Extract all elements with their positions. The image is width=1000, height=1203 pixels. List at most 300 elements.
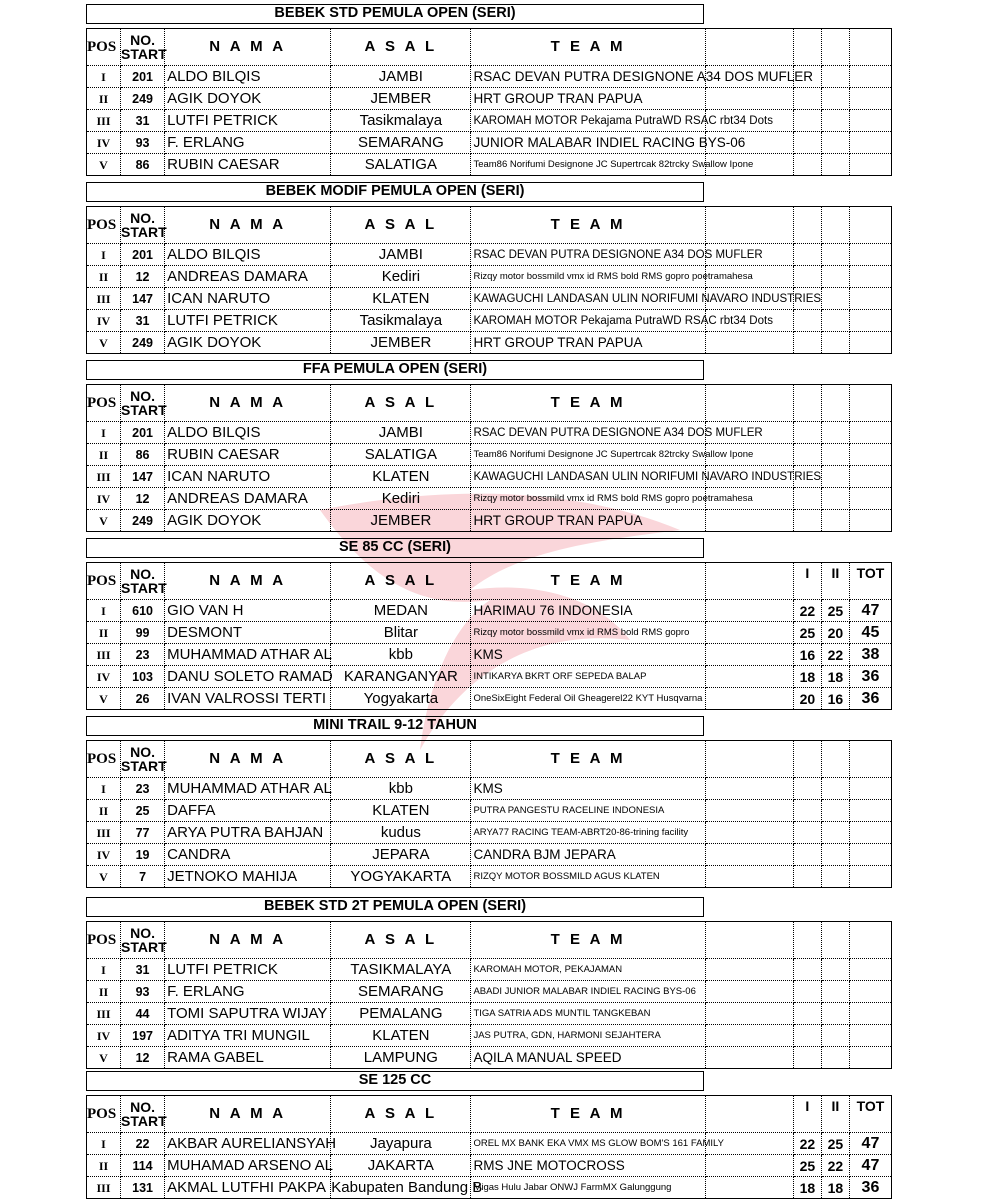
table-row — [87, 866, 892, 888]
row-name: DAFFA — [165, 800, 331, 822]
row-total — [849, 154, 891, 176]
row-name: RUBIN CAESAR — [165, 444, 331, 466]
header-asal: A S A L — [331, 29, 471, 66]
header-asal: A S A L — [331, 741, 471, 778]
row-blank — [705, 1155, 793, 1177]
row-asal: SALATIGA — [331, 154, 471, 176]
row-no-start: 86 — [121, 154, 165, 176]
header-no-line1: NO. — [130, 210, 155, 226]
row-no-start: 201 — [121, 422, 165, 444]
row-no-start: 249 — [121, 332, 165, 354]
row-name: GIO VAN H — [165, 600, 331, 622]
row-team: HRT GROUP TRAN PAPUA — [471, 332, 705, 354]
section-title: BEBEK MODIF PEMULA OPEN (SERI) — [86, 182, 704, 202]
header-no-line2: START — [121, 939, 167, 955]
row-pos: II — [87, 1155, 121, 1177]
row-pos: V — [87, 332, 121, 354]
header-pos: POS — [87, 385, 121, 422]
header-score-1 — [793, 741, 821, 778]
row-name: AGIK DOYOK — [165, 88, 331, 110]
header-blank — [705, 29, 793, 66]
row-score-2 — [821, 1025, 849, 1047]
row-asal: LAMPUNG — [331, 1047, 471, 1069]
table-row — [87, 88, 892, 110]
results-table — [86, 206, 892, 354]
row-no-start: 7 — [121, 866, 165, 888]
header-nama: N A M A — [165, 385, 331, 422]
row-score-1 — [793, 332, 821, 354]
header-no-line2: START — [121, 758, 167, 774]
header-nama: N A M A — [165, 563, 331, 600]
row-asal: Blitar — [331, 622, 471, 644]
header-score-1 — [793, 385, 821, 422]
row-team: JUNIOR MALABAR INDIEL RACING BYS-06 — [471, 132, 705, 154]
table-row — [87, 688, 892, 710]
header-score-2: II — [821, 563, 849, 600]
row-score-2: 18 — [821, 1177, 849, 1199]
header-score-1: I — [793, 1096, 821, 1133]
row-blank — [705, 800, 793, 822]
header-total — [849, 207, 891, 244]
row-total — [849, 1003, 891, 1025]
row-pos: I — [87, 1133, 121, 1155]
row-score-2 — [821, 959, 849, 981]
row-total: 45 — [849, 622, 891, 644]
row-total — [849, 488, 891, 510]
table-row — [87, 1025, 892, 1047]
header-score-2: II — [821, 1096, 849, 1133]
row-total — [849, 1047, 891, 1069]
row-total — [849, 422, 891, 444]
row-total — [849, 266, 891, 288]
header-nama: N A M A — [165, 922, 331, 959]
row-name: TOMI SAPUTRA WIJAY — [165, 1003, 331, 1025]
header-asal: A S A L — [331, 922, 471, 959]
row-blank — [705, 981, 793, 1003]
row-pos: V — [87, 154, 121, 176]
row-total — [849, 244, 891, 266]
header-team: T E A M — [471, 741, 705, 778]
table-row — [87, 844, 892, 866]
row-team: KAROMAH MOTOR, PEKAJAMAN — [471, 959, 705, 981]
row-name: ARYA PUTRA BAHJAN — [165, 822, 331, 844]
header-total — [849, 922, 891, 959]
row-asal: KLATEN — [331, 1025, 471, 1047]
results-table — [86, 28, 892, 176]
row-score-1: 25 — [793, 1155, 821, 1177]
header-score-2 — [821, 385, 849, 422]
results-table — [86, 562, 892, 710]
row-blank — [705, 88, 793, 110]
header-no-line2: START — [121, 1113, 167, 1129]
table-header-row — [87, 922, 892, 959]
header-blank — [705, 922, 793, 959]
header-no-line2: START — [121, 402, 167, 418]
row-total — [849, 1025, 891, 1047]
header-pos: POS — [87, 29, 121, 66]
row-pos: III — [87, 466, 121, 488]
table-header-row — [87, 29, 892, 66]
header-no-start — [121, 29, 165, 66]
row-score-1: 18 — [793, 666, 821, 688]
row-blank — [705, 644, 793, 666]
row-asal: KLATEN — [331, 466, 471, 488]
header-no-line2: START — [121, 580, 167, 596]
row-pos: II — [87, 88, 121, 110]
table-row — [87, 981, 892, 1003]
row-team: RIZQY MOTOR BOSSMILD AGUS KLATEN — [471, 866, 705, 888]
row-score-2 — [821, 244, 849, 266]
row-score-2 — [821, 510, 849, 532]
row-score-2 — [821, 288, 849, 310]
table-row — [87, 800, 892, 822]
header-score-2 — [821, 29, 849, 66]
row-no-start: 23 — [121, 644, 165, 666]
row-asal: Jayapura — [331, 1133, 471, 1155]
row-blank — [705, 866, 793, 888]
header-pos: POS — [87, 1096, 121, 1133]
row-score-2 — [821, 488, 849, 510]
row-total: 36 — [849, 666, 891, 688]
row-name: F. ERLANG — [165, 981, 331, 1003]
row-score-1 — [793, 266, 821, 288]
table-row — [87, 422, 892, 444]
row-score-2 — [821, 1003, 849, 1025]
header-total — [849, 29, 891, 66]
row-name: LUTFI PETRICK — [165, 310, 331, 332]
row-pos: I — [87, 778, 121, 800]
row-score-1 — [793, 1025, 821, 1047]
row-score-1 — [793, 488, 821, 510]
row-team: KMS — [471, 778, 705, 800]
results-table — [86, 1095, 892, 1199]
row-score-2 — [821, 266, 849, 288]
row-team: RSAC DEVAN PUTRA DESIGNONE A34 DOS MUFLER — [471, 422, 705, 444]
row-total — [849, 110, 891, 132]
row-no-start: 249 — [121, 510, 165, 532]
section-title: BEBEK STD PEMULA OPEN (SERI) — [86, 4, 704, 24]
row-team: Rizqy motor bossmild vmx id RMS bold RMS gopro — [471, 622, 705, 644]
row-pos: IV — [87, 666, 121, 688]
row-no-start: 147 — [121, 288, 165, 310]
row-team: KAROMAH MOTOR Pekajama PutraWD RSAC rbt34 Dots — [471, 310, 705, 332]
header-blank — [705, 563, 793, 600]
row-no-start: 44 — [121, 1003, 165, 1025]
header-no-line1: NO. — [130, 388, 155, 404]
row-no-start: 93 — [121, 132, 165, 154]
row-total — [849, 510, 891, 532]
row-pos: I — [87, 66, 121, 88]
table-row — [87, 288, 892, 310]
row-total — [849, 288, 891, 310]
header-team: T E A M — [471, 1096, 705, 1133]
row-no-start: 201 — [121, 244, 165, 266]
row-no-start: 114 — [121, 1155, 165, 1177]
row-score-1 — [793, 88, 821, 110]
row-blank — [705, 778, 793, 800]
header-asal: A S A L — [331, 207, 471, 244]
header-team: T E A M — [471, 29, 705, 66]
row-name: MUHAMAD ARSENO AL — [165, 1155, 331, 1177]
row-asal: kbb — [331, 778, 471, 800]
row-pos: II — [87, 981, 121, 1003]
row-team: ARYA77 RACING TEAM-ABRT20-86-trining facility — [471, 822, 705, 844]
row-total — [849, 800, 891, 822]
row-score-2 — [821, 981, 849, 1003]
row-asal: JAMBI — [331, 244, 471, 266]
row-team: RMS JNE MOTOCROSS — [471, 1155, 705, 1177]
row-score-1 — [793, 510, 821, 532]
header-pos: POS — [87, 563, 121, 600]
header-score-2 — [821, 741, 849, 778]
header-team: T E A M — [471, 922, 705, 959]
row-score-1 — [793, 132, 821, 154]
header-score-1 — [793, 922, 821, 959]
row-no-start: 31 — [121, 310, 165, 332]
row-asal: kudus — [331, 822, 471, 844]
row-score-1: 22 — [793, 1133, 821, 1155]
row-team: KAWAGUCHI LANDASAN ULIN NORIFUMI NAVARO INDUSTRIES — [471, 288, 705, 310]
row-total: 47 — [849, 1133, 891, 1155]
row-score-2 — [821, 466, 849, 488]
row-score-1 — [793, 844, 821, 866]
row-asal: KLATEN — [331, 288, 471, 310]
row-pos: V — [87, 1047, 121, 1069]
row-name: LUTFI PETRICK — [165, 959, 331, 981]
table-row — [87, 1177, 892, 1199]
row-blank — [705, 600, 793, 622]
row-team: HRT GROUP TRAN PAPUA — [471, 510, 705, 532]
row-name: RAMA GABEL — [165, 1047, 331, 1069]
row-total — [849, 132, 891, 154]
row-blank — [705, 822, 793, 844]
row-name: ALDO BILQIS — [165, 244, 331, 266]
row-blank — [705, 688, 793, 710]
row-total: 47 — [849, 600, 891, 622]
row-name: MUHAMMAD ATHAR AL — [165, 644, 331, 666]
row-score-2: 16 — [821, 688, 849, 710]
header-pos: POS — [87, 207, 121, 244]
header-pos: POS — [87, 922, 121, 959]
row-blank — [705, 1025, 793, 1047]
row-no-start: 26 — [121, 688, 165, 710]
row-no-start: 22 — [121, 1133, 165, 1155]
row-score-2 — [821, 66, 849, 88]
row-team: KAROMAH MOTOR Pekajama PutraWD RSAC rbt34 Dots — [471, 110, 705, 132]
row-total: 36 — [849, 1177, 891, 1199]
row-no-start: 31 — [121, 110, 165, 132]
row-no-start: 25 — [121, 800, 165, 822]
row-no-start: 249 — [121, 88, 165, 110]
row-score-2 — [821, 844, 849, 866]
row-score-2 — [821, 332, 849, 354]
row-pos: I — [87, 422, 121, 444]
row-pos: IV — [87, 132, 121, 154]
row-team: RSAC DEVAN PUTRA DESIGNONE A34 DOS MUFLER — [471, 244, 705, 266]
row-score-2 — [821, 866, 849, 888]
row-team: RSAC DEVAN PUTRA DESIGNONE A34 DOS MUFLER — [471, 66, 705, 88]
row-team: Migas Hulu Jabar ONWJ FarmMX Galunggung — [471, 1177, 705, 1199]
table-row — [87, 1155, 892, 1177]
row-score-2 — [821, 778, 849, 800]
row-score-2 — [821, 310, 849, 332]
row-no-start: 610 — [121, 600, 165, 622]
row-name: ALDO BILQIS — [165, 66, 331, 88]
row-asal: KARANGANYAR — [331, 666, 471, 688]
row-total — [849, 866, 891, 888]
row-total — [849, 88, 891, 110]
table-row — [87, 66, 892, 88]
row-score-1 — [793, 778, 821, 800]
row-score-1 — [793, 981, 821, 1003]
header-nama: N A M A — [165, 29, 331, 66]
row-total: 36 — [849, 688, 891, 710]
header-score-2 — [821, 922, 849, 959]
row-pos: IV — [87, 488, 121, 510]
row-total — [849, 844, 891, 866]
header-no-line1: NO. — [130, 1099, 155, 1115]
row-score-2 — [821, 800, 849, 822]
row-asal: SEMARANG — [331, 132, 471, 154]
header-pos: POS — [87, 741, 121, 778]
row-blank — [705, 1047, 793, 1069]
row-score-2: 18 — [821, 666, 849, 688]
row-pos: IV — [87, 1025, 121, 1047]
table-row — [87, 266, 892, 288]
header-team: T E A M — [471, 563, 705, 600]
row-score-1 — [793, 422, 821, 444]
row-team: PUTRA PANGESTU RACELINE INDONESIA — [471, 800, 705, 822]
table-row — [87, 488, 892, 510]
row-team: HARIMAU 76 INDONESIA — [471, 600, 705, 622]
row-name: DESMONT — [165, 622, 331, 644]
header-no-start — [121, 207, 165, 244]
header-asal: A S A L — [331, 1096, 471, 1133]
row-score-1 — [793, 866, 821, 888]
row-name: AGIK DOYOK — [165, 510, 331, 532]
header-no-line1: NO. — [130, 744, 155, 760]
row-team: KMS — [471, 644, 705, 666]
section-title: SE 125 CC — [86, 1071, 704, 1091]
row-no-start: 12 — [121, 488, 165, 510]
row-pos: III — [87, 1003, 121, 1025]
table-row — [87, 959, 892, 981]
row-no-start: 147 — [121, 466, 165, 488]
row-pos: V — [87, 866, 121, 888]
table-row — [87, 332, 892, 354]
row-name: IVAN VALROSSI TERTI — [165, 688, 331, 710]
header-score-1 — [793, 207, 821, 244]
table-row — [87, 244, 892, 266]
row-asal: JEMBER — [331, 88, 471, 110]
row-score-2 — [821, 154, 849, 176]
header-blank — [705, 385, 793, 422]
row-asal: MEDAN — [331, 600, 471, 622]
header-no-line2: START — [121, 224, 167, 240]
row-blank — [705, 510, 793, 532]
row-team: KAWAGUCHI LANDASAN ULIN NORIFUMI NAVARO INDUSTRIES — [471, 466, 705, 488]
row-name: RUBIN CAESAR — [165, 154, 331, 176]
table-row — [87, 310, 892, 332]
row-no-start: 201 — [121, 66, 165, 88]
row-team: TIGA SATRIA ADS MUNTIL TANGKEBAN — [471, 1003, 705, 1025]
row-no-start: 19 — [121, 844, 165, 866]
header-nama: N A M A — [165, 207, 331, 244]
row-asal: Kediri — [331, 266, 471, 288]
row-blank — [705, 1003, 793, 1025]
row-score-1 — [793, 154, 821, 176]
row-total — [849, 466, 891, 488]
row-team: HRT GROUP TRAN PAPUA — [471, 88, 705, 110]
header-asal: A S A L — [331, 385, 471, 422]
row-no-start: 12 — [121, 266, 165, 288]
row-score-1 — [793, 244, 821, 266]
header-total: TOT — [849, 1096, 891, 1133]
row-pos: V — [87, 688, 121, 710]
table-row — [87, 510, 892, 532]
header-no-start — [121, 1096, 165, 1133]
header-no-start — [121, 922, 165, 959]
table-row — [87, 154, 892, 176]
row-no-start: 99 — [121, 622, 165, 644]
row-name: JETNOKO MAHIJA — [165, 866, 331, 888]
row-pos: II — [87, 800, 121, 822]
row-team: Team86 Norifumi Designone JC Supertrcak 82trcky Swallow Ipone — [471, 154, 705, 176]
row-pos: II — [87, 622, 121, 644]
row-score-1 — [793, 110, 821, 132]
header-score-1: I — [793, 563, 821, 600]
header-blank — [705, 1096, 793, 1133]
row-name: AGIK DOYOK — [165, 332, 331, 354]
row-no-start: 197 — [121, 1025, 165, 1047]
row-score-2: 25 — [821, 600, 849, 622]
header-blank — [705, 741, 793, 778]
row-score-2: 20 — [821, 622, 849, 644]
row-asal: Kediri — [331, 488, 471, 510]
section-title: BEBEK STD 2T PEMULA OPEN (SERI) — [86, 897, 704, 917]
row-total — [849, 66, 891, 88]
row-asal: JAMBI — [331, 422, 471, 444]
row-name: ANDREAS DAMARA — [165, 488, 331, 510]
row-team: Rizqy motor bossmild vmx id RMS bold RMS gopro poetramahesa — [471, 266, 705, 288]
row-no-start: 77 — [121, 822, 165, 844]
row-no-start: 86 — [121, 444, 165, 466]
row-score-2 — [821, 422, 849, 444]
header-score-2 — [821, 207, 849, 244]
row-team: ABADI JUNIOR MALABAR INDIEL RACING BYS-06 — [471, 981, 705, 1003]
table-row — [87, 444, 892, 466]
row-name: ALDO BILQIS — [165, 422, 331, 444]
table-row — [87, 644, 892, 666]
row-score-2: 22 — [821, 1155, 849, 1177]
row-score-2: 22 — [821, 644, 849, 666]
header-no-start — [121, 563, 165, 600]
section-title: MINI TRAIL 9-12 TAHUN — [86, 716, 704, 736]
row-asal: SEMARANG — [331, 981, 471, 1003]
row-name: ICAN NARUTO — [165, 288, 331, 310]
row-name: DANU SOLETO RAMAD — [165, 666, 331, 688]
row-score-2 — [821, 1047, 849, 1069]
table-row — [87, 466, 892, 488]
row-total: 47 — [849, 1155, 891, 1177]
row-blank — [705, 1177, 793, 1199]
header-no-line1: NO. — [130, 566, 155, 582]
row-pos: III — [87, 1177, 121, 1199]
table-header-row — [87, 207, 892, 244]
row-pos: I — [87, 244, 121, 266]
row-asal: PEMALANG — [331, 1003, 471, 1025]
row-score-1 — [793, 1047, 821, 1069]
